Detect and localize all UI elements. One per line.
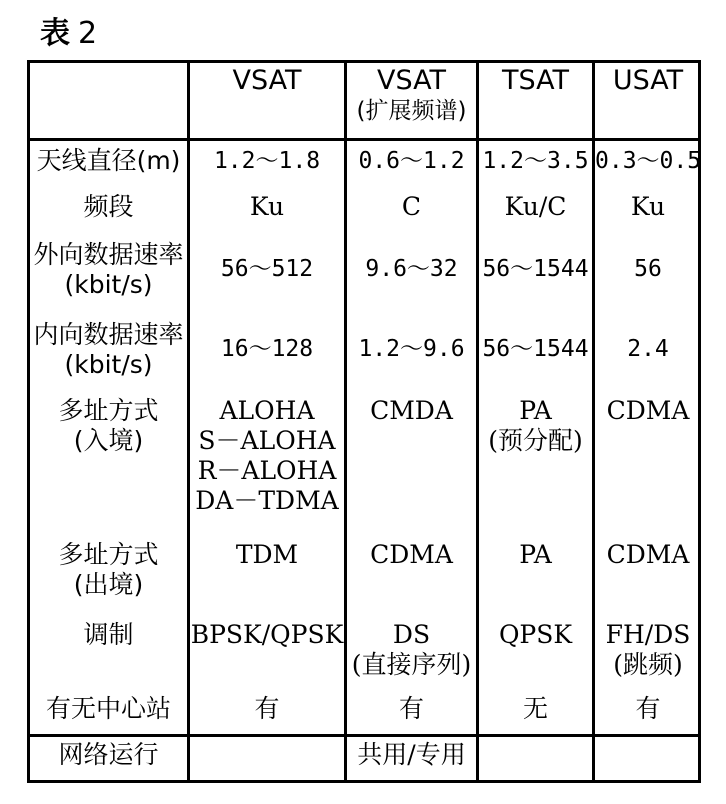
row-label xyxy=(30,620,187,650)
table-cell-line: Ku/C xyxy=(504,192,567,221)
table-cell xyxy=(479,540,592,570)
column-header-label: USAT xyxy=(612,65,684,96)
table-cell-line: DS xyxy=(392,620,431,649)
row-label-line: 调制 xyxy=(83,620,134,649)
row-label-line: (kbit/s) xyxy=(64,350,153,379)
table-cell xyxy=(595,334,701,364)
row-label-line: 多址方式 xyxy=(58,540,159,569)
table-cell xyxy=(479,146,592,176)
table-cell-line: PA xyxy=(519,540,552,569)
table-cell xyxy=(190,694,344,724)
table-cell xyxy=(479,396,592,456)
table-cell-line: CMDA xyxy=(370,396,453,425)
table-cell-line: (跳频) xyxy=(613,650,683,679)
table-cell-line: 共用/专用 xyxy=(357,740,466,769)
row-label xyxy=(30,540,187,600)
table-cell xyxy=(190,254,344,284)
row-label xyxy=(30,320,187,380)
table-cell-line: ALOHA xyxy=(219,396,315,425)
table-cell xyxy=(595,192,701,222)
table-cell xyxy=(347,192,476,222)
row-divider xyxy=(27,138,701,141)
row-label xyxy=(30,146,187,176)
row-label-line: (出境) xyxy=(73,570,144,599)
table-cell xyxy=(347,694,476,724)
table-title-number: 2 xyxy=(78,16,98,51)
table-cell-line: (预分配) xyxy=(488,426,583,455)
table-cell xyxy=(190,396,344,516)
table-cell-line: 2.4 xyxy=(627,336,669,362)
table-cell-line: TDM xyxy=(235,540,299,569)
table-cell xyxy=(347,540,476,570)
table-cell-line: 16～128 xyxy=(220,336,314,362)
table-cell-line: CDMA xyxy=(606,540,690,569)
table-cell xyxy=(347,146,476,176)
table-cell xyxy=(595,540,701,570)
table-cell-line: 56～512 xyxy=(220,256,314,282)
table-title xyxy=(40,14,97,54)
table-cell xyxy=(190,540,344,570)
table-cell xyxy=(347,254,476,284)
table-cell xyxy=(595,694,701,724)
table-cell xyxy=(479,254,592,284)
table-cell-line: 56～1544 xyxy=(482,256,589,282)
row-label xyxy=(30,740,187,770)
table-cell-line: 1.2～1.8 xyxy=(213,148,321,174)
table-cell xyxy=(347,740,476,770)
table-cell xyxy=(347,620,476,680)
table-cell xyxy=(595,396,701,426)
column-header-subtitle: (扩展频谱) xyxy=(356,98,467,124)
table-cell-line: 1.2～3.5 xyxy=(482,148,589,174)
row-label-line: (入境) xyxy=(73,426,144,455)
table-cell xyxy=(479,334,592,364)
row-label-line: 天线直径(m) xyxy=(36,146,181,175)
table-cell xyxy=(190,620,344,650)
table-cell-line: FH/DS xyxy=(605,620,691,649)
column-header-label: VSAT xyxy=(377,65,446,96)
table-cell-line: DA－TDMA xyxy=(195,486,339,515)
table-cell-line: Ku xyxy=(249,192,285,221)
table-cell-line: 有 xyxy=(254,694,280,723)
column-header xyxy=(347,66,476,126)
table-cell-line: 有 xyxy=(635,694,661,723)
table-cell xyxy=(347,334,476,364)
table-cell xyxy=(347,396,476,426)
table-cell-line: CDMA xyxy=(606,396,690,425)
row-label xyxy=(30,396,187,456)
table-cell xyxy=(190,192,344,222)
column-header xyxy=(190,66,344,96)
table-cell-line: BPSK/QPSK xyxy=(190,620,344,649)
table-cell-line: R－ALOHA xyxy=(197,456,337,485)
row-label-line: 外向数据速率 xyxy=(33,240,184,269)
row-label-line: 内向数据速率 xyxy=(33,320,184,349)
table-cell xyxy=(479,620,592,650)
table-cell xyxy=(595,620,701,680)
row-label-line: 有无中心站 xyxy=(45,694,171,723)
row-label-line: 网络运行 xyxy=(58,740,159,769)
row-label xyxy=(30,192,187,222)
table-cell xyxy=(595,146,701,176)
table-cell-line: Ku xyxy=(630,192,666,221)
table-cell-line: S－ALOHA xyxy=(198,426,336,455)
table-cell-line: 有 xyxy=(398,694,424,723)
row-label-line: (kbit/s) xyxy=(64,270,153,299)
row-divider xyxy=(27,734,701,737)
table-cell xyxy=(479,694,592,724)
column-header xyxy=(479,66,592,96)
table-cell xyxy=(479,192,592,222)
table-cell-line: C xyxy=(401,192,422,221)
table-cell-line: 9.6～32 xyxy=(365,256,458,282)
column-header-label: TSAT xyxy=(502,65,569,96)
table-cell-line: (直接序列) xyxy=(351,650,472,679)
table-cell-line: CDMA xyxy=(370,540,453,569)
row-label xyxy=(30,240,187,300)
table-cell xyxy=(595,254,701,284)
table-cell-line: PA xyxy=(519,396,552,425)
table-cell xyxy=(190,334,344,364)
table-cell-line: 无 xyxy=(522,694,548,723)
table-cell-line: 0.6～1.2 xyxy=(358,148,465,174)
row-label xyxy=(30,694,187,724)
table-cell-line: 0.3～0.5 xyxy=(595,148,702,174)
table-cell-line: 56～1544 xyxy=(482,336,589,362)
table-cell-line: 56 xyxy=(634,256,662,282)
column-header xyxy=(595,66,701,96)
column-header-label: VSAT xyxy=(232,65,302,96)
row-label-line: 频段 xyxy=(83,192,134,221)
table-cell-line: 1.2～9.6 xyxy=(358,336,465,362)
row-label-line: 多址方式 xyxy=(58,396,159,425)
table-title-label: 表 xyxy=(40,16,70,51)
table-cell-line: QPSK xyxy=(498,620,573,649)
table-cell xyxy=(190,146,344,176)
